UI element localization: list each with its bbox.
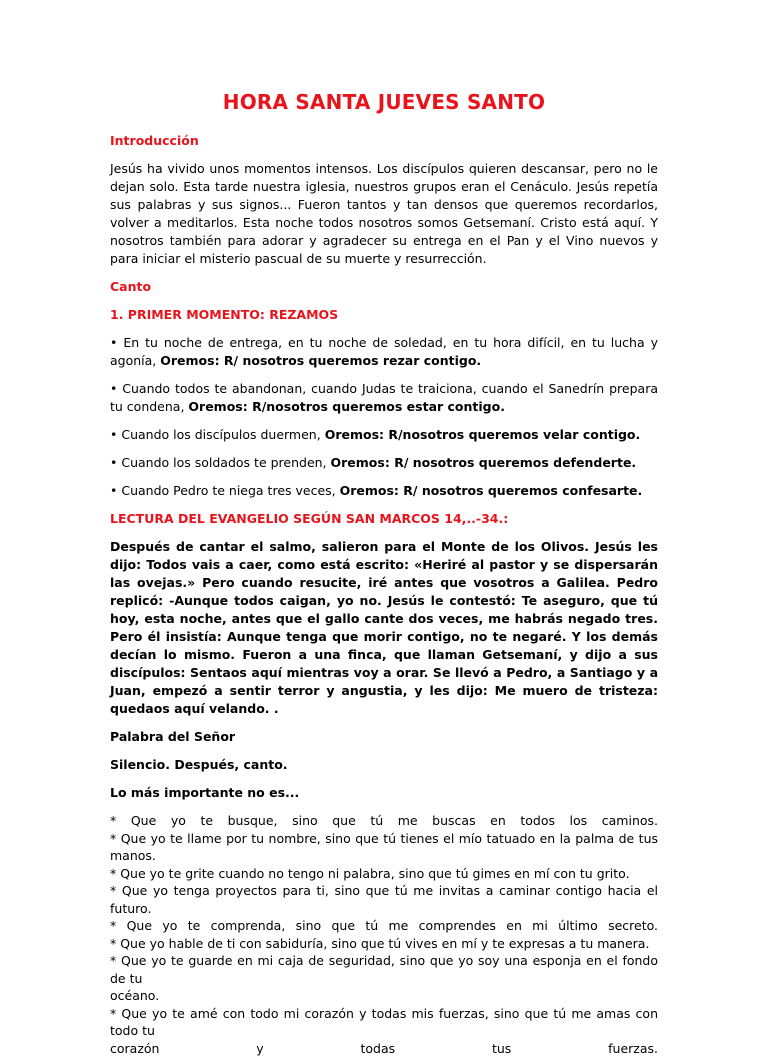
page-title: HORA SANTA JUEVES SANTO — [110, 90, 658, 114]
intro-paragraph: Jesús ha vivido unos momentos intensos. Los discípulos quieren descansar, pero no le dejan solo. Esta tarde nuestra iglesia, nuestros grupos eran el Cenáculo. Jesús repetía sus palabras y sus signos... Fueron tantos y tan densos que queremos recordarlos, volver a meditarlos. Esta noche todos nosotros somos Getsemaní. Cristo está aquí. Y nosotros también para adorar y agradecer su entrega en el Pan y el Vino nuevos y para iniciar el misterio pascual de su muerte y resurrección. — [110, 160, 658, 268]
list-item: * Que yo tenga proyectos para ti, sino que tú me invitas a caminar contigo hacia el futuro. — [110, 882, 658, 917]
intro-heading: Introducción — [110, 132, 658, 150]
list-item: * Que yo te grite cuando no tengo ni palabra, sino que tú gimes en mí con tu grito. — [110, 865, 658, 883]
prayer-item: • En tu noche de entrega, en tu noche de soledad, en tu hora difícil, en tu lucha y agonía, Oremos: R/ nosotros queremos rezar contigo. — [110, 334, 658, 370]
prayer-item: • Cuando todos te abandonan, cuando Judas te traiciona, cuando el Sanedrín prepara tu condena, Oremos: R/nosotros queremos estar contigo. — [110, 380, 658, 416]
prayer-response: Oremos: R/nosotros queremos estar contigo. — [188, 399, 505, 414]
list-item: corazón y todas tus fuerzas. — [110, 1040, 658, 1057]
list-item: * Que yo te llame por tu nombre, sino que tú tienes el mío tatuado en la palma de tus manos. — [110, 830, 658, 865]
lo-mas-importante: Lo más importante no es... — [110, 784, 658, 802]
prayer-response: Oremos: R/ nosotros queremos confesarte. — [340, 483, 643, 498]
list-item: * Que yo te comprenda, sino que tú me comprendes en mi último secreto. — [110, 917, 658, 935]
list-item: * Que yo hable de ti con sabiduría, sino que tú vives en mí y te expresas a tu manera. — [110, 935, 658, 953]
gospel-heading: LECTURA DEL EVANGELIO SEGÚN SAN MARCOS 14,..-34.: — [110, 510, 658, 528]
prayer-response: Oremos: R/nosotros queremos velar contigo. — [325, 427, 641, 442]
reflection-list — [110, 812, 658, 1057]
prayer-item: • Cuando Pedro te niega tres veces, Oremos: R/ nosotros queremos confesarte. — [110, 482, 658, 500]
prayer-item: • Cuando los discípulos duermen, Oremos: R/nosotros queremos velar contigo. — [110, 426, 658, 444]
canto-heading: Canto — [110, 278, 658, 296]
list-item: * Que yo te guarde en mi caja de seguridad, sino que yo soy una esponja en el fondo de tu — [110, 952, 658, 987]
list-item: océano. — [110, 987, 658, 1005]
prayer-item: • Cuando los soldados te prenden, Oremos: R/ nosotros queremos defenderte. — [110, 454, 658, 472]
palabra-del-senor: Palabra del Señor — [110, 728, 658, 746]
list-item: * Que yo te amé con todo mi corazón y todas mis fuerzas, sino que tú me amas con todo tu — [110, 1005, 658, 1040]
prayer-response: Oremos: R/ nosotros queremos rezar contigo. — [160, 353, 481, 368]
moment-heading: 1. PRIMER MOMENTO: REZAMOS — [110, 306, 658, 324]
prayer-response: Oremos: R/ nosotros queremos defenderte. — [331, 455, 637, 470]
silencio-line: Silencio. Después, canto. — [110, 756, 658, 774]
list-item: * Que yo te busque, sino que tú me buscas en todos los caminos. — [110, 812, 658, 830]
gospel-text: Después de cantar el salmo, salieron para el Monte de los Olivos. Jesús les dijo: Todos vais a caer, como está escrito: «Heriré al pastor y se dispersarán las ovejas.» Pero cuando resucite, iré antes que vosotros a Galilea. Pedro replicó: -Aunque todos caigan, yo no. Jesús le contestó: Te aseguro, que tú hoy, esta noche, antes que el gallo cante dos veces, me habrás negado tres. Pero él insistía: Aunque tenga que morir contigo, no te negaré. Y los demás decían lo mismo. Fueron a una finca, que llaman Getsemaní, y dijo a sus discípulos: Sentaos aquí mientras voy a orar. Se llevó a Pedro, a Santiago y a Juan, empezó a sentir terror y angustia, y les dijo: Me muero de tristeza: quedaos aquí velando. . — [110, 538, 658, 718]
